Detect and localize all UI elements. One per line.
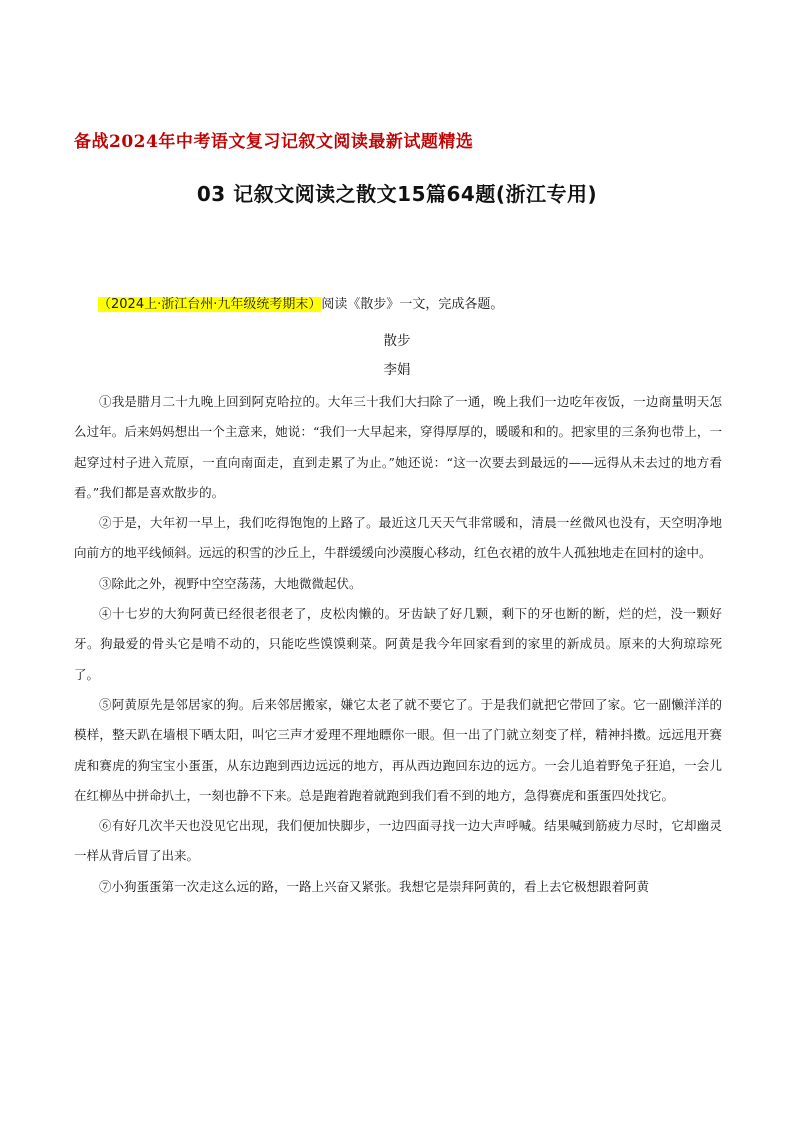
question-instruction: 阅读《散步》一文，完成各题。	[321, 297, 504, 312]
paragraph-2: ②于是，大年初一早上，我们吃得饱饱的上路了。最近这几天天气非常暖和，清晨一丝微风也没有，天空明净地向前方的地平线倾斜。远远的积雪的沙丘上，牛群缓缓向沙漠腹心移动，红色衣裙的放牛人孤独地走在回村的途中。	[74, 515, 722, 561]
essay-title: 散步	[383, 333, 411, 349]
paragraph-7: ⑦小狗蛋蛋第一次走这么远的路，一路上兴奋又紧张。我想它是崇拜阿黄的，看上去它极想跟着阿黄	[99, 878, 650, 894]
essay-body	[74, 387, 722, 902]
paragraph-3: ③除此之外，视野中空空荡荡，大地微微起伏。	[99, 575, 362, 591]
paragraph-5: ⑤阿黄原先是邻居家的狗。后来邻居搬家，嫌它太老了就不要它了。于是我们就把它带回了家。它一副懒洋洋的模样，整天趴在墙根下晒太阳，叫它三声才爱理不理地瞟你一眼。但一出了门就立刻变了样，精神抖擞。远远甩开赛虎和赛虎的狗宝宝小蛋蛋，从东边跑到西边远远的地方，再从西边跑回东边的远方。一会儿追着野兔子狂追，一会儿在红柳丛中拼命扒土，一刻也静不下来。总是跑着跑着就跑到我们看不到的地方，急得赛虎和蛋蛋四处找它。	[74, 696, 722, 803]
question-prompt	[98, 293, 738, 312]
essay-author: 李娟	[383, 362, 411, 378]
main-title: 03 记叙文阅读之散文15篇64题(浙江专用)	[196, 182, 598, 206]
paragraph-4: ④十七岁的大狗阿黄已经很老很老了，皮松肉懒的。牙齿缺了好几颗，剩下的牙也断的断，烂的烂，没一颗好牙。狗最爱的骨头它是啃不动的，只能吃些馍馍剩菜。阿黄是我今年回家看到的家里的新成员。原来的大狗琼琮死了。	[74, 606, 722, 682]
paragraph-6: ⑥有好几次半天也没见它出现，我们便加快脚步，一边四面寻找一边大声呼喊。结果喊到筋疲力尽时，它却幽灵一样从背后冒了出来。	[74, 818, 722, 864]
series-title: 备战2024年中考语文复习记叙文阅读最新试题精选	[74, 132, 474, 152]
source-highlight: （2024上·浙江台州·九年级统考期末）	[98, 297, 322, 312]
paragraph-1: ①我是腊月二十九晚上回到阿克哈拉的。大年三十我们大扫除了一通，晚上我们一边吃年夜饭，一边商量明天怎么过年。后来妈妈想出一个主意来，她说：“我们一大早起来，穿得厚厚的，暖暖和和的。把家里的三条狗也带上，一起穿过村子进入荒原，一直向南面走，直到走累了为止。”她还说：“这一次要去到最远的——远得从未去过的地方看看。”我们都是喜欢散步的。	[74, 394, 722, 500]
